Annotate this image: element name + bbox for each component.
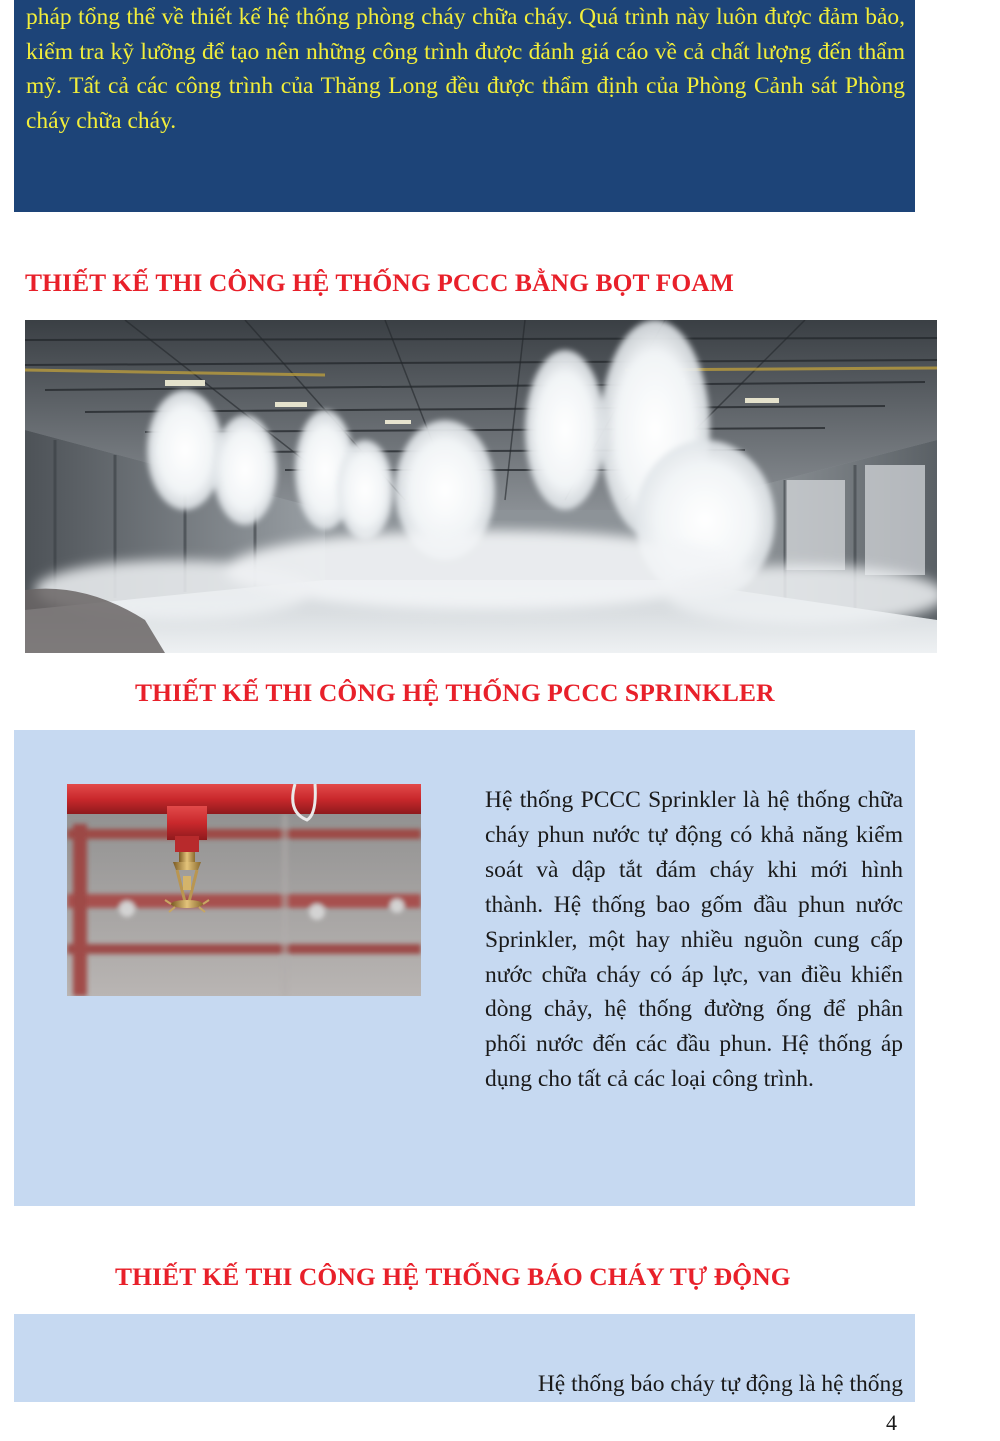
intro-panel [14,0,915,212]
foam-section-heading: THIẾT KẾ THI CÔNG HỆ THỐNG PCCC BẰNG BỌT FOAM [25,268,734,297]
foam-system-photo [25,320,937,653]
sprinkler-section-heading: THIẾT KẾ THI CÔNG HỆ THỐNG PCCC SPRINKLER [135,678,775,707]
sprinkler-description: Hệ thống PCCC Sprinkler là hệ thống chữa cháy phun nước tự động có khả năng kiểm soát và dập tắt đám cháy khi mới hình thành. Hệ thống bao gốm đầu phun nước Sprinkler, một hay nhiều nguồn cung cấp nước chữa cháy có áp lực, van điều khiển dòng chảy, hệ thống đường ống để phân phối nước đến các đầu phun. Hệ thống áp dụng cho tất cả các loại công trình. [485,787,903,1093]
alarm-description: Hệ thống báo cháy tự động là hệ thống [537,1371,903,1397]
intro-paragraph: pháp tổng thể về thiết kế hệ thống phòng cháy chữa cháy. Quá trình này luôn được đảm bảo, kiểm tra kỹ lưỡng để tạo nên những công trình được đánh giá cáo về cả chất lượng đến thẩm mỹ. Tất cả các công trình của Thăng Long đều được thẩm định của Phòng Cảnh sát Phòng cháy chữa cháy. [26,4,905,134]
page-number: 4 [886,1410,897,1435]
alarm-section-heading: THIẾT KẾ THI CÔNG HỆ THỐNG BÁO CHÁY TỰ ĐỘNG [115,1262,791,1291]
sprinkler-head-photo [67,784,421,996]
